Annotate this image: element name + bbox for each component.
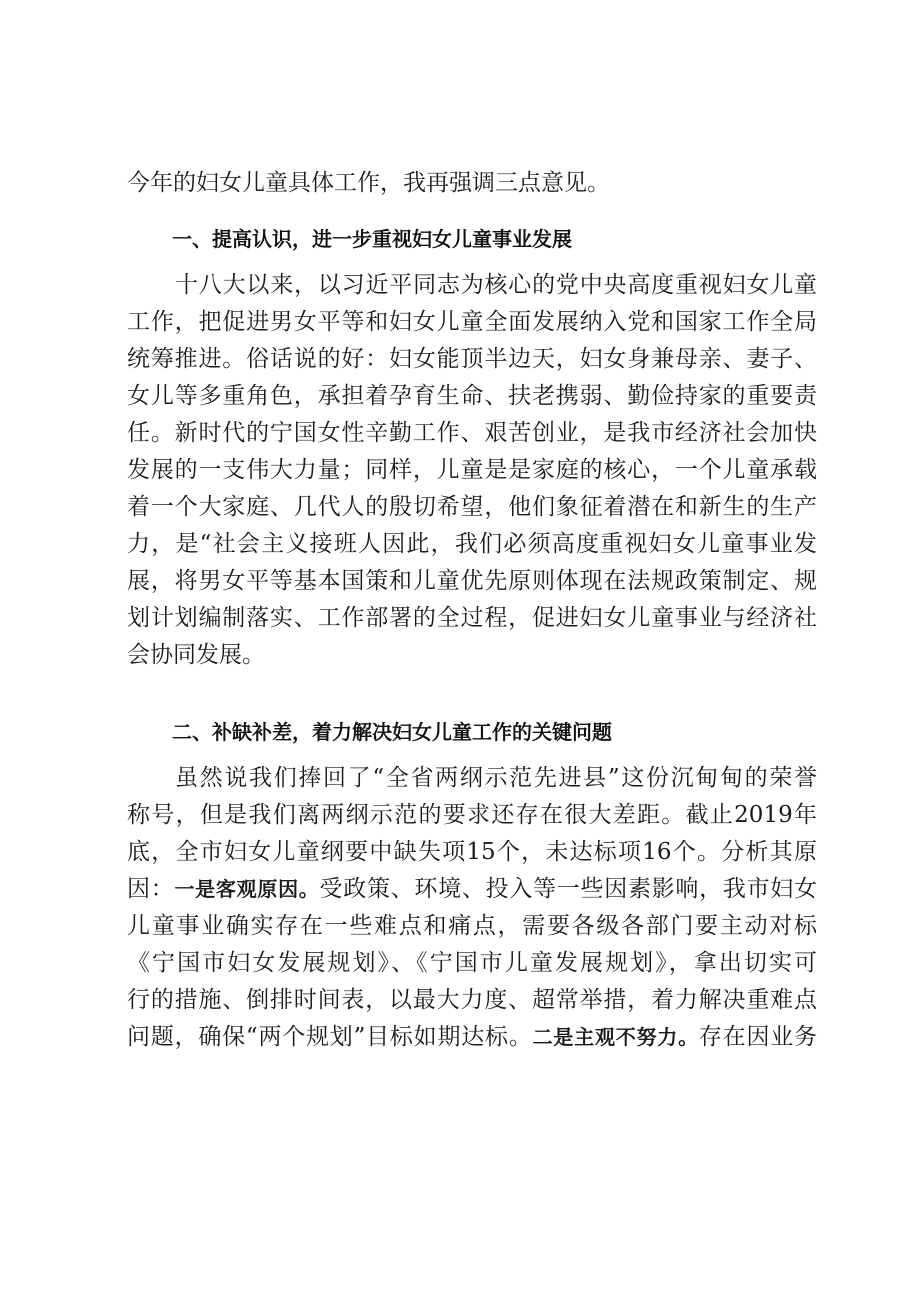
paragraph-line: 力，是“社会主义接班人因此，我们必须高度重视妇女儿童事业发	[127, 531, 817, 557]
paragraph-line: 行的措施、倒排时间表，以最大力度、超常举措，着力解决重难点	[127, 987, 817, 1013]
paragraph-line: 会协同发展。	[127, 642, 265, 668]
paragraph-line: 统筹推进。俗话说的好：妇女能顶半边天，妇女身兼母亲、妻子、	[127, 346, 817, 372]
line-text: 问题，确保“两个规划”目标如期达标。	[127, 1024, 533, 1050]
emphasis-text: 二是主观不努力。	[532, 1025, 699, 1049]
section-1-heading: 一、提高认识，进一步重视妇女儿童事业发展	[172, 227, 572, 251]
paragraph-line: 女儿等多重角色，承担着孕育生命、扶老携弱、勤俭持家的重要责	[127, 383, 817, 409]
paragraph-line: 发展的一支伟大力量；同样，儿童是是家庭的核心，一个儿童承载	[127, 457, 817, 483]
paragraph-line-mixed	[127, 1020, 817, 1054]
paragraph-line: 虽然说我们捧回了“全省两纲示范先进县”这份沉甸甸的荣誉	[175, 765, 817, 791]
paragraph-line: 儿童事业确实存在一些难点和痛点，需要各级各部门要主动对标	[127, 913, 817, 939]
paragraph-line: 十八大以来，以习近平同志为核心的党中央高度重视妇女儿童	[175, 272, 817, 298]
paragraph-line: 任。新时代的宁国女性辛勤工作、艰苦创业，是我市经济社会加快	[127, 420, 817, 446]
paragraph-line: 展，将男女平等基本国策和儿童优先原则体现在法规政策制定、规	[127, 568, 817, 594]
paragraph-line: 底，全市妇女儿童纲要中缺失项15个，未达标项16个。分析其原	[127, 839, 817, 865]
paragraph-line: 工作，把促进男女平等和妇女儿童全面发展纳入党和国家工作全局	[127, 309, 817, 335]
emphasis-text: 一是客观原因。	[174, 877, 320, 901]
paragraph-line: 《宁国市妇女发展规划》、《宁国市儿童发展规划》，拿出切实可	[127, 950, 817, 976]
paragraph-line: 称号，但是我们离两纲示范的要求还存在很大差距。截止2019年	[127, 802, 817, 828]
paragraph-line-mixed	[127, 872, 817, 906]
line-text: 因：	[127, 876, 175, 902]
line-text: 存在因业务	[698, 1024, 818, 1050]
line-text: 受政策、环境、投入等一些因素影响，我市妇女	[319, 876, 818, 902]
section-2-heading: 二、补缺补差，着力解决妇女儿童工作的关键问题	[172, 720, 612, 744]
paragraph-line: 着一个大家庭、几代人的殷切希望，他们象征着潜在和新生的生产	[127, 494, 817, 520]
paragraph-line: 划计划编制落实、工作部署的全过程，促进妇女儿童事业与经济社	[127, 605, 817, 631]
intro-line: 今年的妇女儿童具体工作，我再强调三点意见。	[127, 170, 610, 196]
